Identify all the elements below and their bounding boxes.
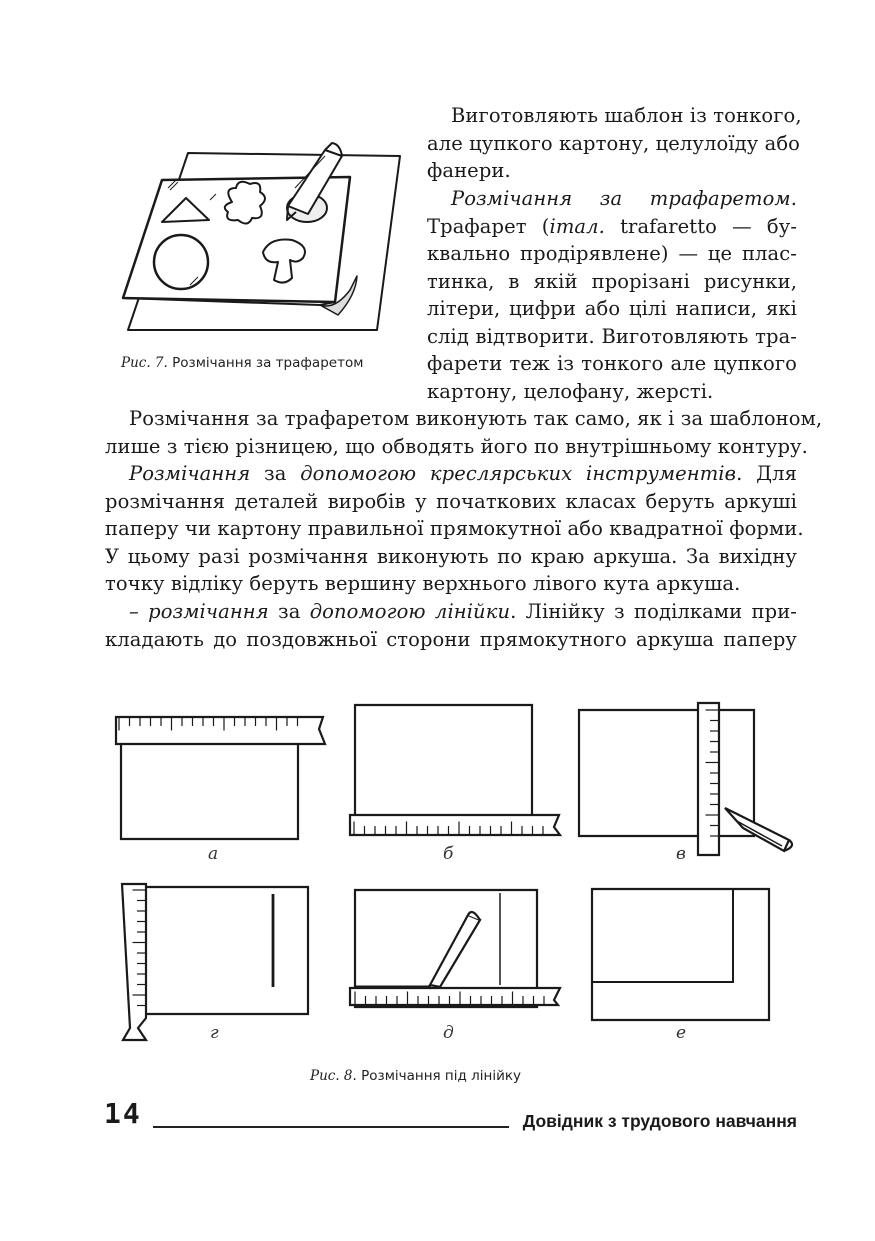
stencil-illustration <box>120 140 410 340</box>
text-line: лише з тією різницею, що обводять його по внутрішньому контуру. <box>105 434 808 458</box>
stencil-term: Розмічання за трафаретом. <box>451 187 797 210</box>
text-fragment: розмічання <box>148 600 269 623</box>
text-line: Розмічання за трафаретом виконують так само, як і за шаблоном, <box>129 407 823 430</box>
fig8-sublabel-c: в <box>676 844 686 864</box>
text-line: У цьому разі розмічання виконують по краю аркуша. За вихідну <box>105 544 797 568</box>
tools-paragraph <box>105 460 804 598</box>
text-line: кладають до поздовжньої сторони прямокутного аркуша паперу <box>105 627 797 651</box>
text-line <box>427 213 797 241</box>
fig8-panel-c <box>577 700 802 860</box>
fig7-caption-text: Розмічання за трафаретом <box>172 355 364 371</box>
text-line: але цупкого картону, целулоїду або <box>427 131 801 155</box>
text-line: квально продірявлене) — це плас- <box>427 242 797 265</box>
fig8-sublabel-e: д <box>443 1023 454 1043</box>
text-line: фарети теж із тонкого але цупкого <box>427 352 797 375</box>
text-fragment: італ. <box>549 214 605 238</box>
text-fragment: Трафарет ( <box>427 214 550 238</box>
text-line: фанери. <box>427 159 511 182</box>
text-fragment: trafaretto — бу- <box>604 214 798 238</box>
text-line: картону, целофану, жерсті. <box>427 379 714 403</box>
text-line: слід відтворити. Виготовляють тра- <box>427 324 797 348</box>
stencil-paragraph <box>427 185 797 405</box>
fig8-sublabel-a: а <box>208 844 219 864</box>
fig8-caption-text: Розмічання під лінійку <box>361 1068 522 1084</box>
fig8-sublabel-b: б <box>443 844 454 864</box>
fig8-panel-a <box>113 715 328 845</box>
fig8-label: Рис. 8. <box>310 1068 357 1084</box>
text-line <box>105 460 797 488</box>
fig8-panel-f <box>588 885 773 1025</box>
book-title: Довідник з трудового навчання <box>522 1111 797 1131</box>
text-line: літери, цифри або цілі написи, які <box>427 297 797 320</box>
text-fragment: – <box>129 600 149 623</box>
fig8-panel-b <box>348 705 563 835</box>
text-fragment: допомогою креслярських інструментів. <box>300 462 743 485</box>
text-line: точку відліку беруть вершину верхнього лівого кута аркуша. <box>105 572 741 595</box>
fig8-caption <box>310 1068 521 1084</box>
page-number: 14 <box>104 1097 142 1130</box>
text-fragment: Для <box>742 462 797 485</box>
intro-paragraph <box>427 102 802 185</box>
text-fragment: . Лінійку з поділками при- <box>510 600 797 623</box>
text-line: паперу чи картону правильної прямокутної або квадратної форми. <box>105 517 804 540</box>
text-line: тинка, в якій прорізані рисунки, <box>427 269 797 293</box>
fig8-sublabel-f: е <box>676 1023 687 1043</box>
text-line <box>105 598 797 626</box>
body-paragraph <box>105 405 823 460</box>
ruler-paragraph <box>105 598 797 653</box>
text-line: розмічання деталей виробів у початкових класах беруть аркуші <box>105 489 797 513</box>
footer-divider <box>153 1126 509 1128</box>
text-line: Виготовляють шаблон із тонкого, <box>451 104 802 127</box>
text-fragment: за <box>268 600 310 623</box>
fig8-panel-e <box>345 885 565 1015</box>
fig8-panel-d <box>118 880 318 1045</box>
fig7-caption <box>121 355 363 371</box>
text-fragment: за <box>250 462 301 485</box>
fig8-sublabel-d: г <box>210 1023 219 1043</box>
text-fragment: Розмічання <box>129 462 251 485</box>
fig7-label: Рис. 7. <box>121 355 168 371</box>
text-fragment: допомогою лінійки <box>309 600 511 623</box>
